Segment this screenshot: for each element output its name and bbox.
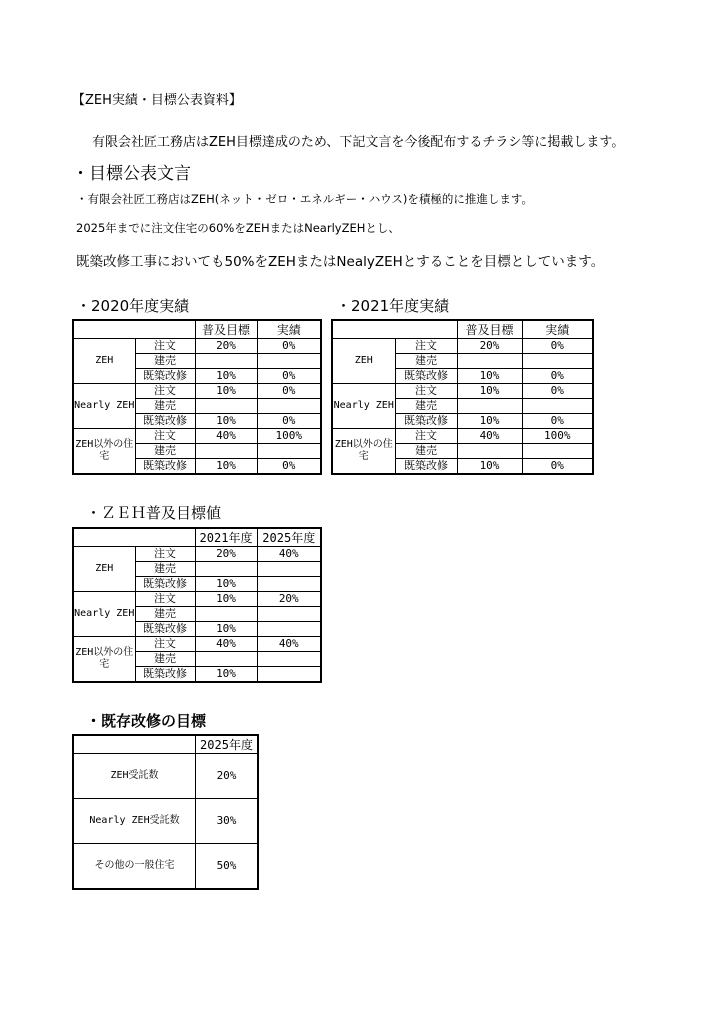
- row-type-label: 既築改修: [135, 459, 195, 475]
- value-cell: [522, 444, 593, 459]
- table-zeh-targets: [72, 527, 322, 683]
- value-cell: [195, 354, 257, 369]
- row-type-label: 既築改修: [135, 667, 195, 683]
- group-label: ZEH以外の住宅: [73, 637, 135, 683]
- value-cell: 20%: [257, 592, 321, 607]
- value-cell: [195, 607, 257, 622]
- value-cell: 40%: [195, 637, 257, 652]
- row-type-label: 建売: [135, 354, 195, 369]
- value-cell: [257, 607, 321, 622]
- header-blank: [73, 735, 196, 754]
- value-cell: [457, 354, 522, 369]
- table-row: [73, 592, 321, 607]
- value-cell: 20%: [457, 339, 522, 354]
- value-cell: 0%: [257, 459, 321, 475]
- value-cell: [457, 399, 522, 414]
- value-cell: [257, 399, 321, 414]
- group-label: Nearly ZEH: [73, 592, 135, 637]
- value-cell: 40%: [195, 429, 257, 444]
- value-cell: 10%: [195, 622, 257, 637]
- value-cell: 40%: [257, 547, 321, 562]
- header-blank: [332, 320, 457, 339]
- table-row: [73, 384, 321, 399]
- table-row: [332, 429, 593, 444]
- header-cell: 2025年度: [196, 735, 259, 754]
- value-cell: 0%: [257, 369, 321, 384]
- row-label: ZEH受託数: [73, 754, 196, 799]
- header-cell: 実績: [257, 320, 321, 339]
- value-cell: 10%: [195, 667, 257, 683]
- row-type-label: 既築改修: [135, 369, 195, 384]
- row-type-label: 建売: [135, 444, 195, 459]
- row-type-label: 既築改修: [395, 414, 457, 429]
- value-cell: 20%: [195, 339, 257, 354]
- group-label: ZEH: [73, 547, 135, 592]
- row-type-label: 既築改修: [395, 459, 457, 475]
- group-label: ZEH: [73, 339, 135, 384]
- statement-line-2: 2025年までに注文住宅の60%をZEHまたはNearlyZEHとし、: [76, 221, 400, 235]
- value-cell: 100%: [522, 429, 593, 444]
- row-type-label: 既築改修: [135, 577, 195, 592]
- header-row: [73, 735, 258, 754]
- table-row: [73, 799, 258, 844]
- table-2020-results: [72, 319, 322, 475]
- value-cell: [257, 577, 321, 592]
- intro-text: 有限会社匠工務店はZEH目標達成のため、下記文言を今後配布するチラシ等に掲載します。: [92, 135, 625, 150]
- header-cell: 2021年度: [195, 528, 257, 547]
- group-label: ZEH以外の住宅: [73, 429, 135, 475]
- value-cell: [257, 622, 321, 637]
- value-cell: 0%: [257, 339, 321, 354]
- row-type-label: 建売: [135, 607, 195, 622]
- statement-line-3: 既築改修工事においても50%をZEHまたはNealyZEHとすることを目標としています。: [76, 254, 605, 270]
- row-type-label: 建売: [395, 444, 457, 459]
- header-blank: [73, 528, 195, 547]
- table-row: [73, 339, 321, 354]
- row-type-label: 注文: [395, 384, 457, 399]
- value-cell: [195, 444, 257, 459]
- table-row: [73, 754, 258, 799]
- value-cell: 0%: [257, 414, 321, 429]
- header-row: [73, 320, 321, 339]
- row-type-label: 注文: [135, 339, 195, 354]
- value-cell: [195, 562, 257, 577]
- header-row: [332, 320, 593, 339]
- value-cell: [457, 444, 522, 459]
- table-row: [73, 844, 258, 890]
- value-cell: 0%: [522, 459, 593, 475]
- table-2021-heading: ・2021年度実績: [336, 297, 450, 315]
- value-cell: [257, 354, 321, 369]
- value-cell: 0%: [522, 384, 593, 399]
- row-type-label: 建売: [395, 399, 457, 414]
- row-type-label: 既築改修: [395, 369, 457, 384]
- value-cell: 10%: [457, 414, 522, 429]
- value-cell: [257, 444, 321, 459]
- row-type-label: 建売: [135, 652, 195, 667]
- value-cell: 20%: [195, 547, 257, 562]
- group-label: Nearly ZEH: [332, 384, 395, 429]
- row-type-label: 注文: [135, 637, 195, 652]
- row-type-label: 既築改修: [135, 622, 195, 637]
- row-type-label: 注文: [395, 339, 457, 354]
- header-cell: 2025年度: [257, 528, 321, 547]
- table-renovation-targets: [72, 734, 259, 890]
- value-cell: [522, 354, 593, 369]
- table-row: [73, 429, 321, 444]
- value-cell: 10%: [457, 459, 522, 475]
- value-cell: 20%: [196, 754, 259, 799]
- value-cell: 100%: [257, 429, 321, 444]
- value-cell: [257, 667, 321, 683]
- statement-line-1: ・有限会社匠工務店はZEH(ネット・ゼロ・エネルギー・ハウス)を積極的に推進します。: [76, 192, 533, 206]
- table-row: [332, 339, 593, 354]
- value-cell: [257, 562, 321, 577]
- group-label: ZEH: [332, 339, 395, 384]
- header-cell: 普及目標: [195, 320, 257, 339]
- row-label: Nearly ZEH受託数: [73, 799, 196, 844]
- table-row: [332, 384, 593, 399]
- header-cell: 実績: [522, 320, 593, 339]
- value-cell: [522, 399, 593, 414]
- row-type-label: 建売: [135, 562, 195, 577]
- value-cell: 0%: [522, 369, 593, 384]
- value-cell: 0%: [522, 339, 593, 354]
- header-blank: [73, 320, 195, 339]
- row-type-label: 注文: [135, 592, 195, 607]
- renovation-heading: ・既存改修の目標: [86, 712, 207, 730]
- group-label: Nearly ZEH: [73, 384, 135, 429]
- value-cell: 10%: [195, 577, 257, 592]
- row-type-label: 既築改修: [135, 414, 195, 429]
- targets-heading: ・ＺＥＨ普及目標値: [86, 504, 222, 522]
- table-row: [73, 637, 321, 652]
- row-type-label: 注文: [395, 429, 457, 444]
- row-type-label: 注文: [135, 547, 195, 562]
- value-cell: 10%: [195, 459, 257, 475]
- value-cell: 10%: [195, 384, 257, 399]
- row-type-label: 注文: [135, 384, 195, 399]
- row-type-label: 建売: [395, 354, 457, 369]
- group-label: ZEH以外の住宅: [332, 429, 395, 475]
- row-label: その他の一般住宅: [73, 844, 196, 890]
- value-cell: 0%: [257, 384, 321, 399]
- value-cell: 10%: [195, 369, 257, 384]
- table-2021-results: [331, 319, 594, 475]
- value-cell: 0%: [522, 414, 593, 429]
- value-cell: 10%: [457, 369, 522, 384]
- table-row: [73, 547, 321, 562]
- table-2020-heading: ・2020年度実績: [76, 297, 190, 315]
- row-type-label: 注文: [135, 429, 195, 444]
- value-cell: 10%: [195, 414, 257, 429]
- value-cell: 10%: [195, 592, 257, 607]
- document-title: 【ZEH実績・目標公表資料】: [72, 93, 242, 108]
- value-cell: [195, 399, 257, 414]
- value-cell: 40%: [457, 429, 522, 444]
- value-cell: 50%: [196, 844, 259, 890]
- header-cell: 普及目標: [457, 320, 522, 339]
- value-cell: 10%: [457, 384, 522, 399]
- value-cell: 40%: [257, 637, 321, 652]
- value-cell: [195, 652, 257, 667]
- value-cell: 30%: [196, 799, 259, 844]
- statement-heading: ・目標公表文言: [72, 164, 191, 184]
- header-row: [73, 528, 321, 547]
- value-cell: [257, 652, 321, 667]
- row-type-label: 建売: [135, 399, 195, 414]
